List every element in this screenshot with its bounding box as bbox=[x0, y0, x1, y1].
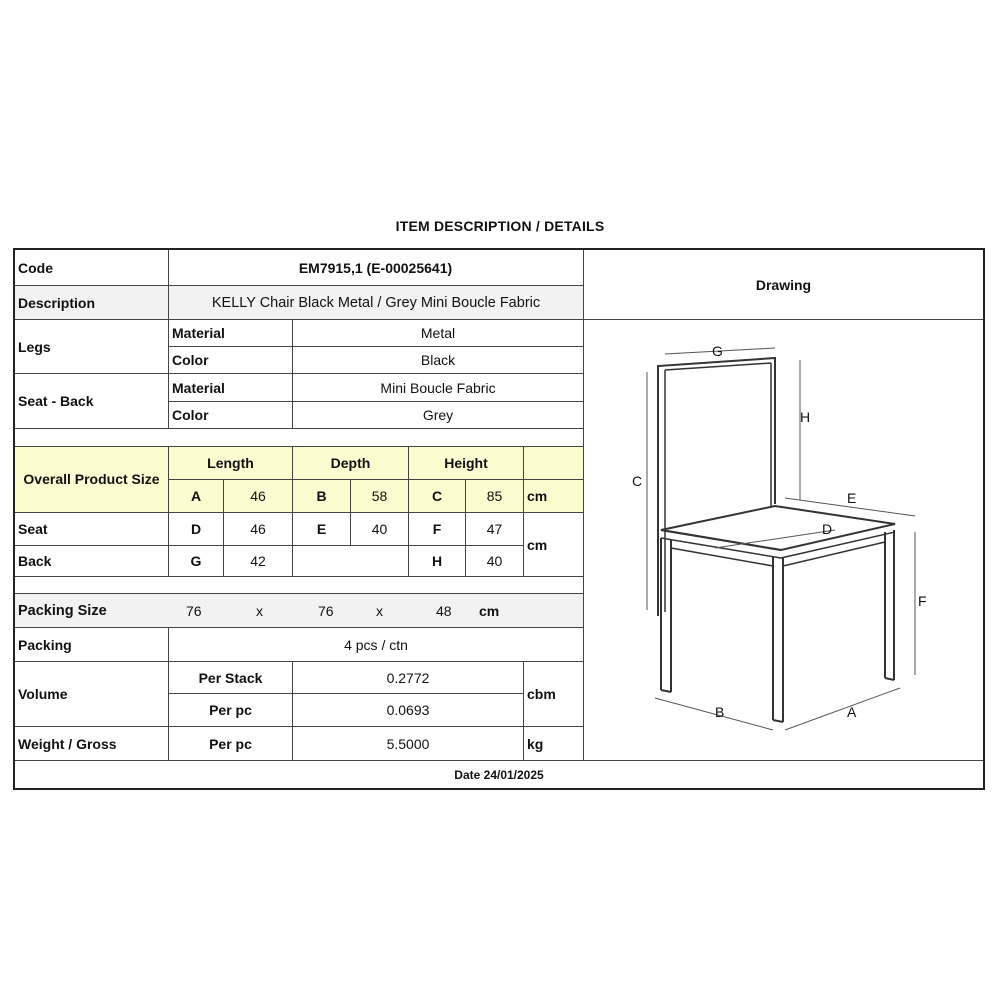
packing-width: 76 bbox=[318, 602, 334, 619]
seat-label: Seat bbox=[18, 521, 48, 537]
seat-back-color-value: Grey bbox=[422, 407, 454, 423]
back-label: Back bbox=[18, 553, 52, 569]
packing-unit: cm bbox=[479, 602, 500, 619]
legs-material-label: Material bbox=[172, 325, 225, 341]
spec-sheet bbox=[13, 248, 985, 790]
size-header-blank bbox=[524, 447, 583, 479]
f-value: 47 bbox=[486, 521, 503, 537]
drawing-label: Drawing bbox=[755, 276, 812, 293]
length-label: Length bbox=[169, 447, 292, 479]
g-value: 42 bbox=[250, 553, 266, 569]
h-value: 40 bbox=[486, 553, 503, 569]
height-label: Height bbox=[409, 447, 523, 479]
backrest-frame bbox=[658, 358, 775, 616]
drawing-letter-d: D bbox=[822, 521, 833, 537]
drawing-letter-a: A bbox=[847, 704, 857, 720]
packing-height: 48 bbox=[436, 602, 452, 619]
d-label: D bbox=[190, 521, 202, 537]
e-label: E bbox=[316, 521, 327, 537]
g-label: G bbox=[190, 553, 202, 569]
weight-per-pc-label: Per pc bbox=[209, 735, 252, 752]
code-label: Code bbox=[18, 259, 53, 276]
volume-label: Volume bbox=[18, 686, 68, 702]
code-value: EM7915,1 (E-00025641) bbox=[298, 259, 453, 276]
seat-back-label: Seat - Back bbox=[18, 393, 94, 409]
drawing-letter-h: H bbox=[800, 409, 811, 425]
overall-size-label: Overall Product Size bbox=[15, 447, 168, 512]
packing-label: Packing bbox=[18, 636, 72, 653]
drawing-letter-g: G bbox=[712, 343, 723, 359]
seat-back-material-value: Mini Boucle Fabric bbox=[380, 379, 496, 396]
c-value: 85 bbox=[466, 480, 523, 512]
d-value: 46 bbox=[250, 521, 266, 537]
c-label: C bbox=[409, 480, 465, 512]
legs-label: Legs bbox=[18, 338, 51, 355]
packing-size-values bbox=[168, 594, 583, 627]
packing-value: 4 pcs / ctn bbox=[344, 636, 408, 653]
volume-unit: cbm bbox=[527, 686, 556, 702]
seat-back-material-label: Material bbox=[172, 379, 225, 396]
drawing-letter-e: E bbox=[847, 490, 857, 506]
drawing-letter-c: C bbox=[632, 473, 643, 489]
f-label: F bbox=[432, 521, 442, 537]
seat-back-color-label: Color bbox=[172, 407, 209, 423]
chair-drawing bbox=[585, 320, 975, 740]
drawing-letter-f: F bbox=[918, 593, 927, 609]
description-value: KELLY Chair Black Metal / Grey Mini Boucle Fabric bbox=[169, 286, 583, 319]
legs-color-value: Black bbox=[420, 352, 456, 368]
a-value: 46 bbox=[224, 480, 292, 512]
weight-unit: kg bbox=[527, 735, 544, 752]
b-value: 58 bbox=[351, 480, 408, 512]
packing-length: 76 bbox=[186, 602, 202, 619]
e-value: 40 bbox=[371, 521, 388, 537]
volume-per-stack-label: Per Stack bbox=[198, 669, 263, 686]
volume-per-stack-value: 0.2772 bbox=[386, 669, 430, 686]
date-footer: Date 24/01/2025 bbox=[454, 767, 544, 782]
volume-per-pc-label: Per pc bbox=[209, 702, 252, 718]
b-label: B bbox=[293, 480, 350, 512]
volume-per-pc-value: 0.0693 bbox=[386, 702, 430, 718]
packing-x-2: x bbox=[376, 602, 383, 619]
h-label: H bbox=[431, 553, 443, 569]
document-title: ITEM DESCRIPTION / DETAILS bbox=[395, 218, 605, 234]
weight-label: Weight / Gross bbox=[18, 735, 117, 752]
legs-material-value: Metal bbox=[420, 325, 456, 341]
packing-x-1: x bbox=[256, 602, 263, 619]
drawing-letter-b: B bbox=[715, 704, 725, 720]
seat-back-unit-cm: cm bbox=[527, 536, 548, 553]
description-label: Description bbox=[15, 286, 168, 319]
depth-label: Depth bbox=[293, 447, 408, 479]
a-label: A bbox=[169, 480, 223, 512]
size-unit-cm: cm bbox=[524, 480, 583, 512]
weight-value: 5.5000 bbox=[386, 735, 430, 752]
legs-color-label: Color bbox=[172, 352, 209, 368]
packing-size-label: Packing Size bbox=[15, 594, 168, 627]
